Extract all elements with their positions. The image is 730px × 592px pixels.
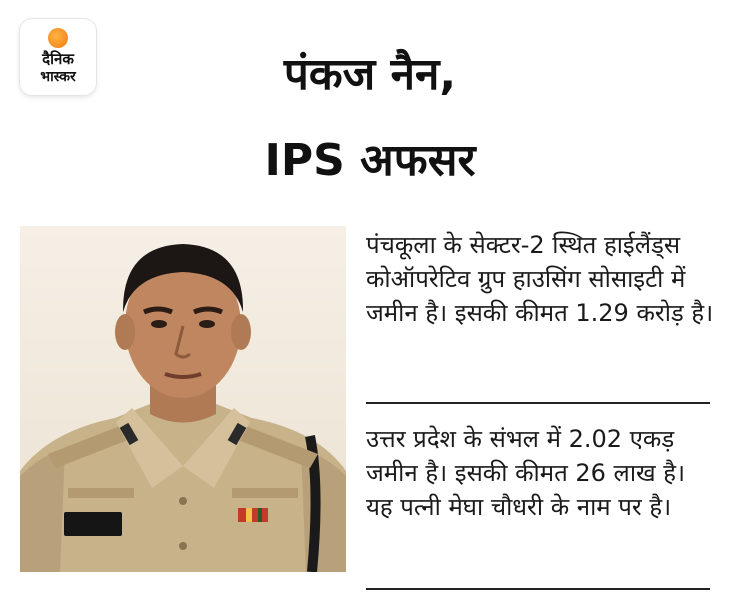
officer-portrait-illustration [20, 226, 346, 572]
headline-designation: IPS अफसर [264, 135, 476, 186]
logo-line-2: भास्कर [40, 69, 76, 85]
section-divider [366, 402, 710, 404]
land-detail-panchkula: पंचकूला के सेक्टर-2 स्थित हाईलैंड्स कोऑपरेटिव ग्रुप हाउसिंग सोसाइटी में जमीन है। इसकी कीमत 1.29 करोड़ है। [366, 231, 714, 327]
sun-icon [48, 28, 68, 48]
logo-line-1: दैनिक [42, 50, 74, 68]
land-detail-sambhal: उत्तर प्रदेश के संभल में 2.02 एकड़ जमीन है। इसकी कीमत 26 लाख है। यह पत्नी मेघा चौधरी के नाम पर है। [366, 425, 686, 521]
headline-name: पंकज नैन, [283, 49, 457, 100]
officer-photo [20, 226, 346, 572]
bottom-divider [366, 588, 710, 590]
dainik-bhaskar-logo [20, 19, 96, 95]
